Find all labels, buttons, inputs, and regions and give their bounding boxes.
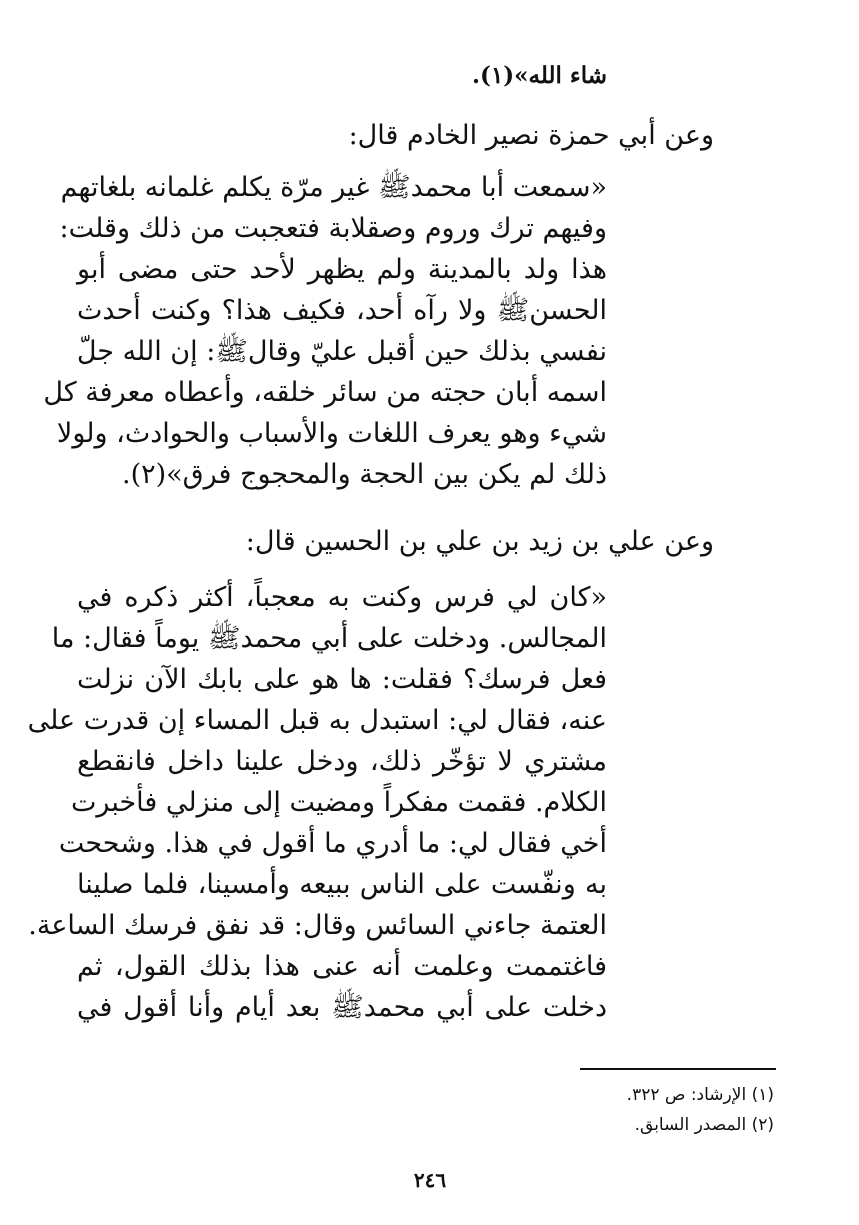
- para2-line: الكلام. فقمت مفكراً ومضيت إلى منزلي فأخبرت: [71, 787, 607, 818]
- para2-line: به ونفّست على الناس ببيعه وأمسينا، فلما صلينا: [77, 869, 607, 900]
- para2-line: فاغتممت وعلمت أنه عنى هذا بذلك القول، ثم: [77, 951, 607, 982]
- para2-line: مشتري لا تؤخّر ذلك، ودخل علينا داخل فانقطع: [77, 746, 607, 777]
- footnote-1: (١) الإرشاد: ص ٣٢٢.: [626, 1085, 774, 1105]
- para2-line: دخلت على أبي محمدﷺ بعد أيام وأنا أقول في: [77, 992, 607, 1023]
- para1-line: الحسنﷺ ولا رآه أحد، فكيف هذا؟ وكنت أحدث: [77, 295, 607, 326]
- footnote-separator: [580, 1068, 776, 1070]
- para1-intro: وعن أبي حمزة نصير الخادم قال:: [348, 120, 714, 151]
- para2-line: فعل فرسك؟ فقلت: ها هو على بابك الآن نزلت: [77, 664, 607, 695]
- para2-line: «كان لي فرس وكنت به معجباً، أكثر ذكره في: [77, 582, 607, 613]
- page-number: ٢٤٦: [413, 1168, 447, 1192]
- header-line: شاء الله»(١).: [472, 62, 607, 89]
- para1-line: اسمه أبان حجته من سائر خلقه، وأعطاه معرفة كل: [43, 377, 607, 408]
- para2-line: المجالس. ودخلت على أبي محمدﷺ يوماً فقال: ما: [51, 623, 607, 654]
- para1-line: ذلك لم يكن بين الحجة والمحجوج فرق»(٢).: [121, 459, 607, 490]
- para1-line: هذا ولد بالمدينة ولم يظهر لأحد حتى مضى أبو: [77, 254, 607, 285]
- footnote-2: (٢) المصدر السابق.: [634, 1115, 774, 1135]
- para1-line: شيء وهو يعرف اللغات والأسباب والحوادث، ولولا: [56, 418, 607, 449]
- para1-line: «سمعت أبا محمدﷺ غير مرّة يكلم غلمانه بلغاتهم: [60, 172, 607, 203]
- para2-line: عنه، فقال لي: استبدل به قبل المساء إن قدرت على: [27, 705, 607, 736]
- para2-intro: وعن علي بن زيد بن علي بن الحسين قال:: [245, 526, 714, 557]
- para2-line: أخي فقال لي: ما أدري ما أقول في هذا. وشححت: [58, 828, 607, 859]
- para2-line: العتمة جاءني السائس وقال: قد نفق فرسك الساعة.: [28, 910, 607, 941]
- para1-line: وفيهم ترك وروم وصقلابة فتعجبت من ذلك وقلت:: [59, 213, 607, 244]
- para1-line: نفسي بذلك حين أقبل عليّ وقالﷺ: إن الله جلّ: [76, 336, 607, 367]
